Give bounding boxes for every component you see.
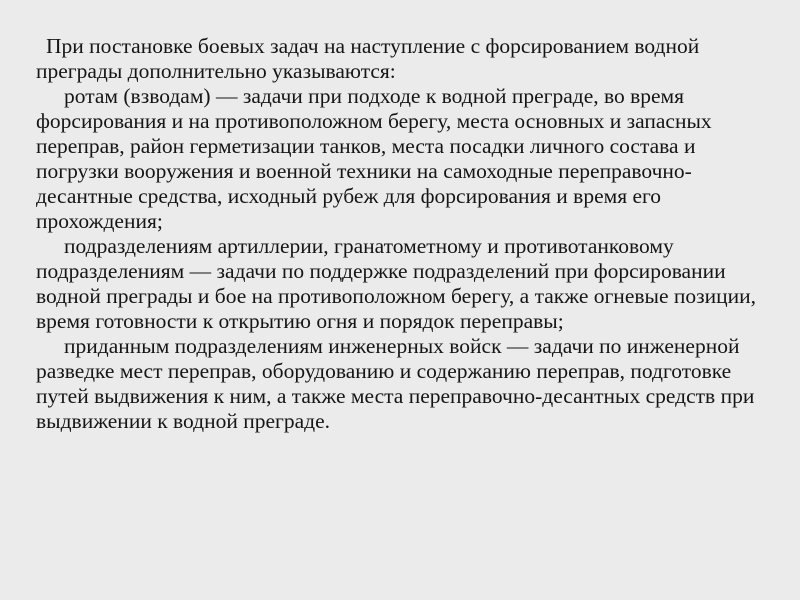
- paragraph-intro: При постановке боевых задач на наступление с форсированием водной преграды дополнительно указываются:: [36, 34, 700, 83]
- document-body: [36, 34, 776, 434]
- paragraph-companies: ротам (взводам) — задачи при подходе к водной преграде, во время форсирования и на противоположном берегу, места основных и запасных переправ, район герметизации танков, места посадки личного состава и погрузки вооружения и военной техники на самоходные переправочно-десантные средства, исходный рубеж для форсирования и время его прохождения;: [36, 84, 712, 233]
- paragraph-engineers: приданным подразделениям инженерных войск — задачи по инженерной разведке мест переправ, оборудованию и содержанию переправ, подготовке путей выдвижения к ним, а также места переправочно-десантных средств при выдвижении к водной преграде.: [36, 334, 755, 433]
- paragraph-artillery: подразделениям артиллерии, гранатометному и противотанковому подразделениям — задачи по поддержке подразделений при форсировании водной преграды и бое на противоположном берегу, а также огневые позиции, время готовности к открытию огня и порядок переправы;: [36, 234, 757, 333]
